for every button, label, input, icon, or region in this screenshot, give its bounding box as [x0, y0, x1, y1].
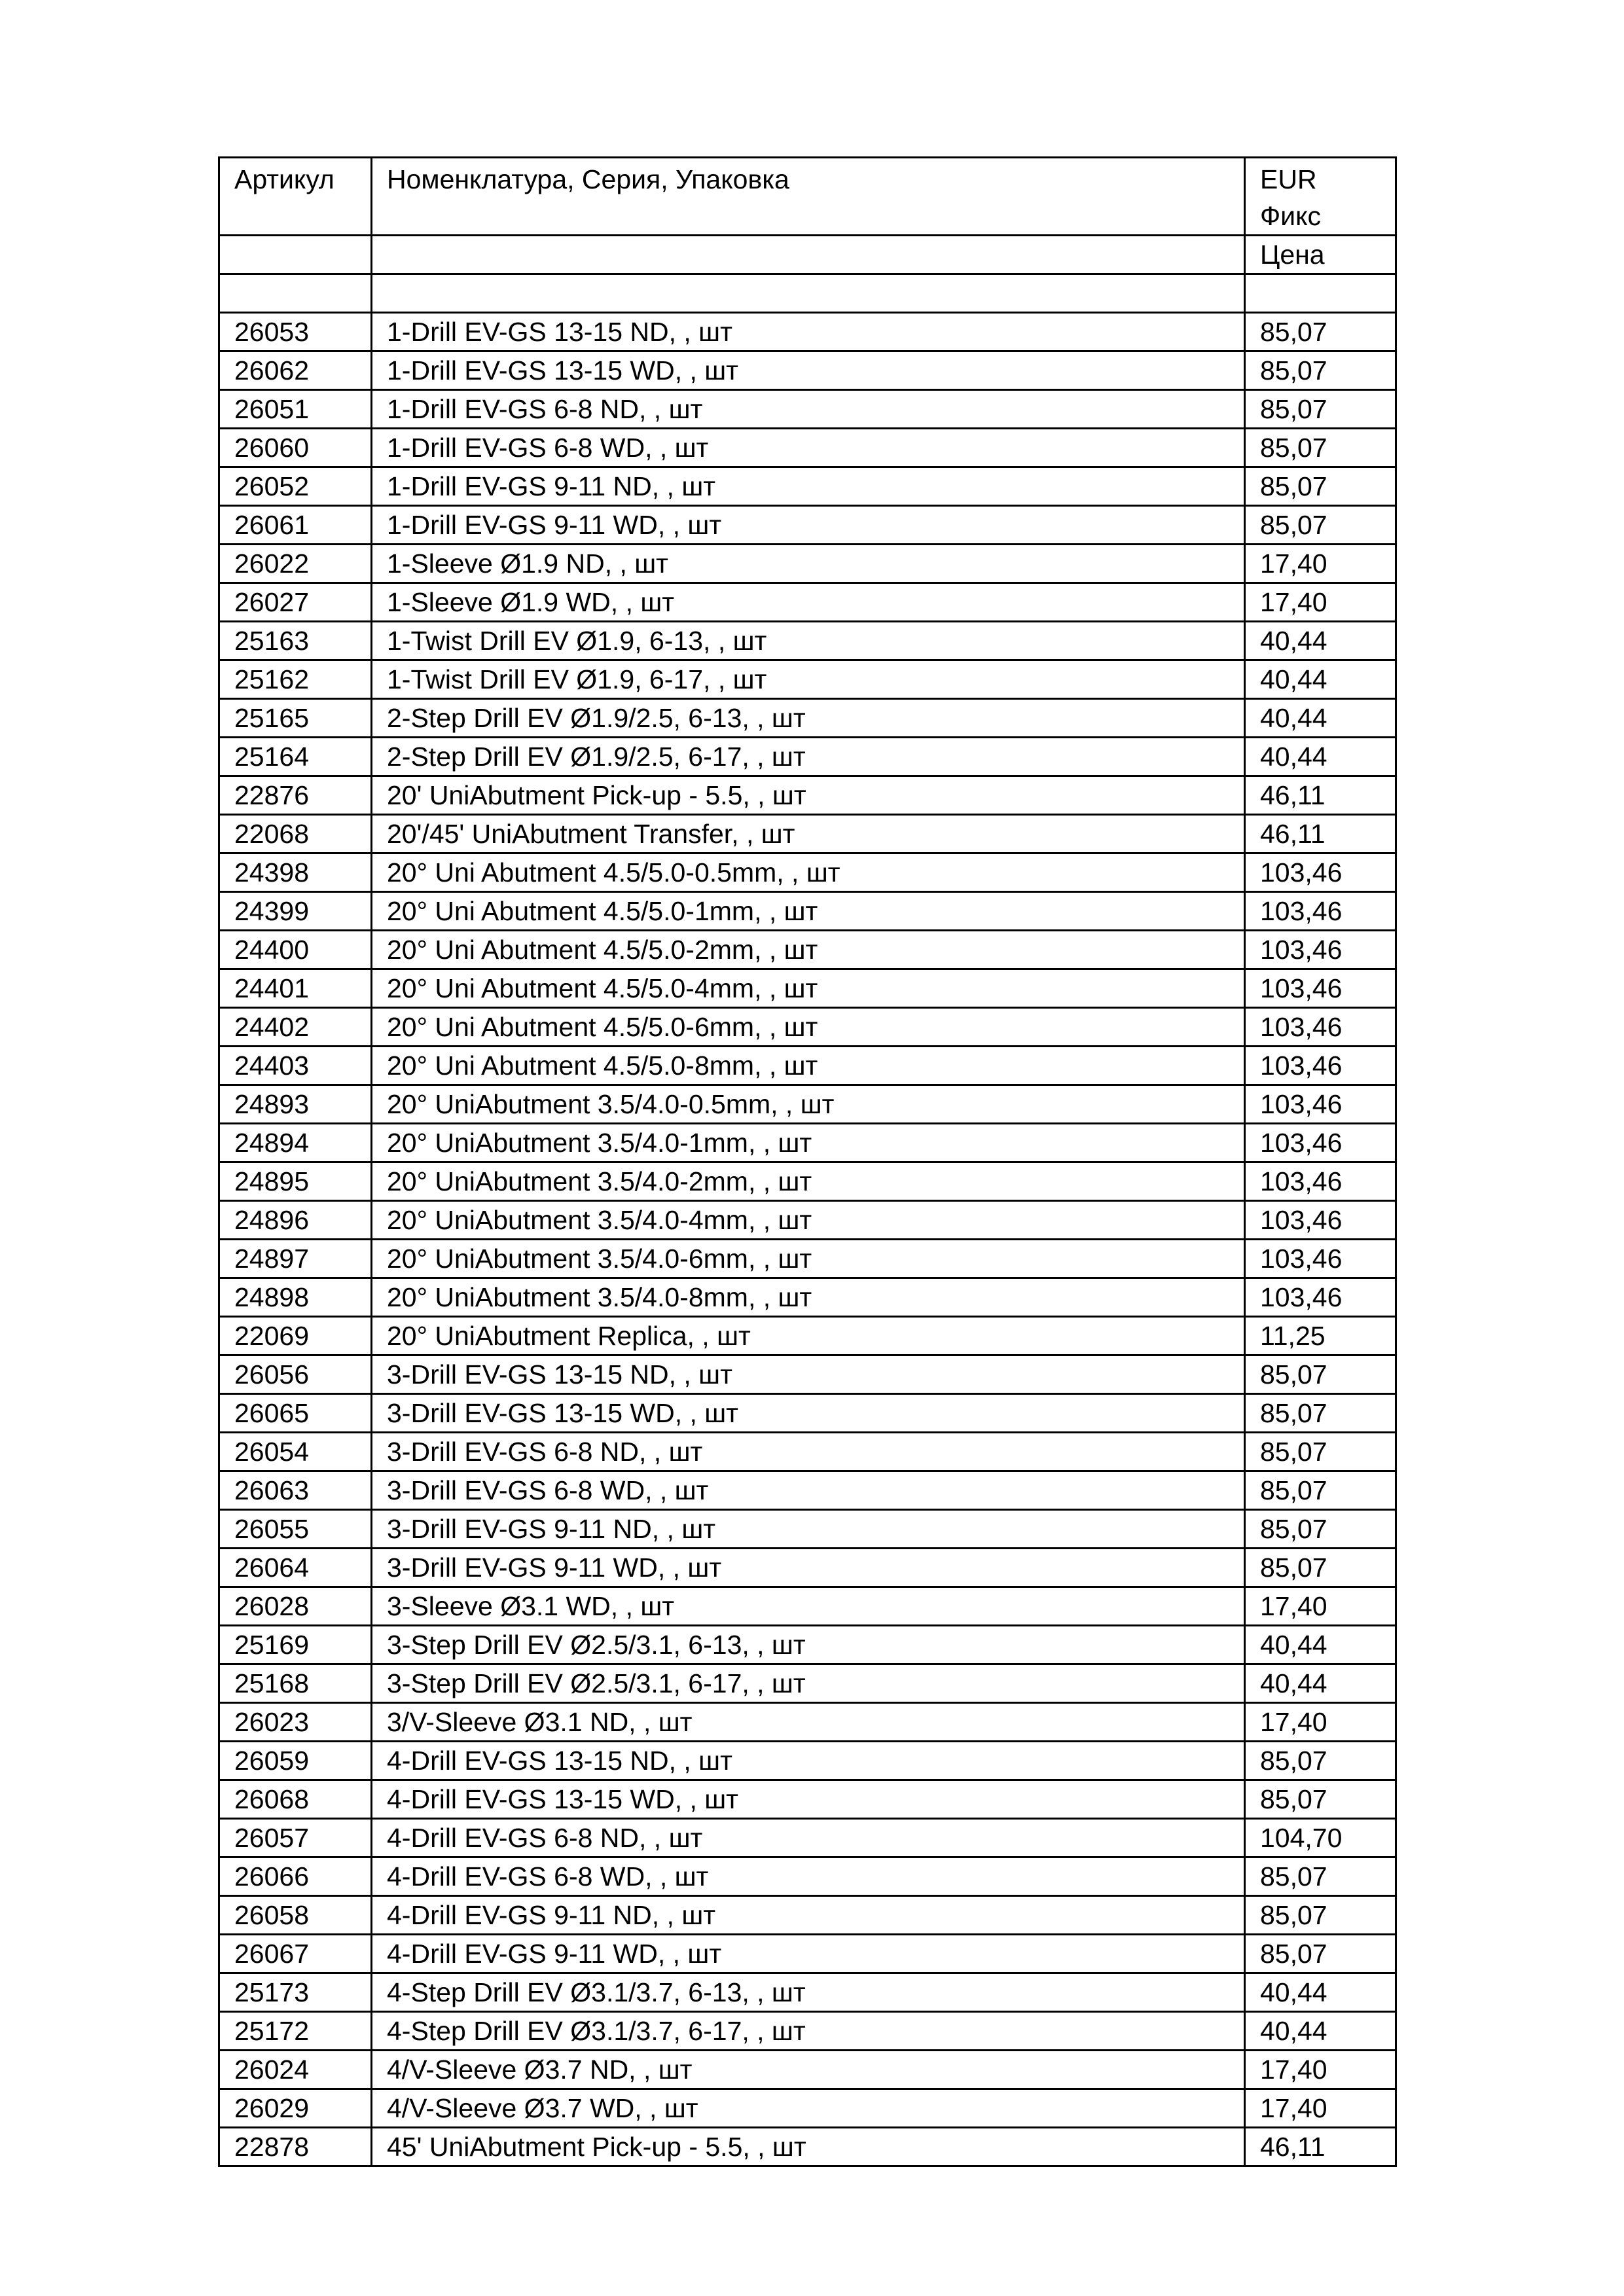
- nomenclature-cell: 4-Step Drill EV Ø3.1/3.7, 6-17, , шт: [372, 2012, 1245, 2051]
- price-cell: 85,07: [1245, 1433, 1396, 1471]
- table-row: [219, 1471, 1396, 1510]
- nomenclature-cell: 20° UniAbutment 3.5/4.0-1mm, , шт: [372, 1124, 1245, 1162]
- table-row: [219, 351, 1396, 390]
- price-cell: 40,44: [1245, 1973, 1396, 2012]
- article-cell: 26051: [219, 390, 372, 429]
- nomenclature-cell: 45' UniAbutment Pick-up - 5.5, , шт: [372, 2128, 1245, 2166]
- nomenclature-cell: 3-Drill EV-GS 13-15 ND, , шт: [372, 1355, 1245, 1394]
- article-cell: 26029: [219, 2089, 372, 2128]
- table-row: [219, 1240, 1396, 1278]
- table-row: [219, 2051, 1396, 2089]
- article-cell: 25172: [219, 2012, 372, 2051]
- empty-cell: [372, 274, 1245, 313]
- price-cell: 103,46: [1245, 931, 1396, 969]
- nomenclature-cell: 4/V-Sleeve Ø3.7 WD, , шт: [372, 2089, 1245, 2128]
- price-cell: 103,46: [1245, 1201, 1396, 1240]
- price-cell: 85,07: [1245, 351, 1396, 390]
- table-row: [219, 660, 1396, 699]
- table-row: [219, 583, 1396, 622]
- article-cell: 26054: [219, 1433, 372, 1471]
- price-cell: 40,44: [1245, 1664, 1396, 1703]
- article-cell: 24896: [219, 1201, 372, 1240]
- table-row: [219, 545, 1396, 583]
- empty-row: [219, 274, 1396, 313]
- table-row: [219, 815, 1396, 853]
- article-cell: 26028: [219, 1587, 372, 1626]
- header-price: [1245, 158, 1396, 236]
- article-cell: 25165: [219, 699, 372, 738]
- nomenclature-cell: 3-Sleeve Ø3.1 WD, , шт: [372, 1587, 1245, 1626]
- article-cell: 26066: [219, 1857, 372, 1896]
- table-row: [219, 1819, 1396, 1857]
- header-article: Артикул: [219, 158, 372, 236]
- table-row: [219, 1549, 1396, 1587]
- article-cell: 26055: [219, 1510, 372, 1549]
- price-cell: 85,07: [1245, 1355, 1396, 1394]
- nomenclature-cell: 1-Drill EV-GS 6-8 WD, , шт: [372, 429, 1245, 467]
- price-cell: 85,07: [1245, 1394, 1396, 1433]
- table-row: [219, 1857, 1396, 1896]
- price-cell: 103,46: [1245, 1008, 1396, 1047]
- nomenclature-cell: 20° Uni Abutment 4.5/5.0-2mm, , шт: [372, 931, 1245, 969]
- nomenclature-cell: 2-Step Drill EV Ø1.9/2.5, 6-13, , шт: [372, 699, 1245, 738]
- article-cell: 24399: [219, 892, 372, 931]
- article-cell: 25173: [219, 1973, 372, 2012]
- table-row: [219, 2012, 1396, 2051]
- nomenclature-cell: 20'/45' UniAbutment Transfer, , шт: [372, 815, 1245, 853]
- price-cell: 17,40: [1245, 545, 1396, 583]
- table-row: [219, 1780, 1396, 1819]
- table-row: [219, 390, 1396, 429]
- price-cell: 85,07: [1245, 390, 1396, 429]
- article-cell: 26062: [219, 351, 372, 390]
- price-cell: 17,40: [1245, 1703, 1396, 1742]
- nomenclature-cell: 20' UniAbutment Pick-up - 5.5, , шт: [372, 776, 1245, 815]
- nomenclature-cell: 4-Drill EV-GS 6-8 ND, , шт: [372, 1819, 1245, 1857]
- price-cell: 40,44: [1245, 1626, 1396, 1664]
- article-cell: 26059: [219, 1742, 372, 1780]
- table-row: [219, 1317, 1396, 1355]
- nomenclature-cell: 20° Uni Abutment 4.5/5.0-6mm, , шт: [372, 1008, 1245, 1047]
- article-cell: 26024: [219, 2051, 372, 2089]
- nomenclature-cell: 1-Sleeve Ø1.9 ND, , шт: [372, 545, 1245, 583]
- article-cell: 24897: [219, 1240, 372, 1278]
- price-cell: 85,07: [1245, 1742, 1396, 1780]
- table-row: [219, 1355, 1396, 1394]
- header-subrow: [219, 236, 1396, 274]
- nomenclature-cell: 3-Drill EV-GS 13-15 WD, , шт: [372, 1394, 1245, 1433]
- header-price-line-currency: EUR: [1260, 164, 1317, 194]
- article-cell: 22876: [219, 776, 372, 815]
- article-cell: 22068: [219, 815, 372, 853]
- nomenclature-cell: 3-Drill EV-GS 6-8 ND, , шт: [372, 1433, 1245, 1471]
- nomenclature-cell: 4-Drill EV-GS 13-15 WD, , шт: [372, 1780, 1245, 1819]
- nomenclature-cell: 20° UniAbutment 3.5/4.0-8mm, , шт: [372, 1278, 1245, 1317]
- table-row: [219, 1162, 1396, 1201]
- article-cell: 24403: [219, 1047, 372, 1085]
- price-cell: 40,44: [1245, 2012, 1396, 2051]
- price-cell: 103,46: [1245, 1085, 1396, 1124]
- table-row: [219, 1201, 1396, 1240]
- table-row: [219, 1124, 1396, 1162]
- article-cell: 24895: [219, 1162, 372, 1201]
- table-row: [219, 1896, 1396, 1935]
- article-cell: 26057: [219, 1819, 372, 1857]
- price-cell: 85,07: [1245, 1780, 1396, 1819]
- table-row: [219, 506, 1396, 545]
- price-cell: 40,44: [1245, 738, 1396, 776]
- nomenclature-cell: 1-Drill EV-GS 9-11 WD, , шт: [372, 506, 1245, 545]
- table-row: [219, 313, 1396, 351]
- article-cell: 26067: [219, 1935, 372, 1973]
- article-cell: 26068: [219, 1780, 372, 1819]
- nomenclature-cell: 20° Uni Abutment 4.5/5.0-8mm, , шт: [372, 1047, 1245, 1085]
- price-cell: 40,44: [1245, 622, 1396, 660]
- table-row: [219, 1626, 1396, 1664]
- article-cell: 26060: [219, 429, 372, 467]
- nomenclature-cell: 3-Drill EV-GS 9-11 WD, , шт: [372, 1549, 1245, 1587]
- nomenclature-cell: 4-Drill EV-GS 6-8 WD, , шт: [372, 1857, 1245, 1896]
- nomenclature-cell: 20° Uni Abutment 4.5/5.0-1mm, , шт: [372, 892, 1245, 931]
- price-cell: 103,46: [1245, 1162, 1396, 1201]
- article-cell: 24398: [219, 853, 372, 892]
- nomenclature-cell: 4-Drill EV-GS 13-15 ND, , шт: [372, 1742, 1245, 1780]
- article-cell: 24898: [219, 1278, 372, 1317]
- nomenclature-cell: 20° UniAbutment 3.5/4.0-6mm, , шт: [372, 1240, 1245, 1278]
- price-cell: 40,44: [1245, 660, 1396, 699]
- table-row: [219, 1703, 1396, 1742]
- table-row: [219, 1664, 1396, 1703]
- article-cell: 25169: [219, 1626, 372, 1664]
- nomenclature-cell: 20° UniAbutment 3.5/4.0-2mm, , шт: [372, 1162, 1245, 1201]
- table-row: [219, 776, 1396, 815]
- table-row: [219, 892, 1396, 931]
- table-row: [219, 1278, 1396, 1317]
- nomenclature-cell: 4-Drill EV-GS 9-11 WD, , шт: [372, 1935, 1245, 1973]
- article-cell: 26058: [219, 1896, 372, 1935]
- table-row: [219, 1742, 1396, 1780]
- price-cell: 103,46: [1245, 892, 1396, 931]
- table-row: [219, 429, 1396, 467]
- table-row: [219, 738, 1396, 776]
- nomenclature-cell: 1-Sleeve Ø1.9 WD, , шт: [372, 583, 1245, 622]
- article-cell: 22878: [219, 2128, 372, 2166]
- article-cell: 26022: [219, 545, 372, 583]
- price-cell: 85,07: [1245, 313, 1396, 351]
- header-price-line-price: Цена: [1245, 236, 1396, 274]
- article-cell: 26027: [219, 583, 372, 622]
- nomenclature-cell: 20° UniAbutment 3.5/4.0-0.5mm, , шт: [372, 1085, 1245, 1124]
- article-cell: 26053: [219, 313, 372, 351]
- article-cell: 26065: [219, 1394, 372, 1433]
- article-cell: 25163: [219, 622, 372, 660]
- article-cell: 24400: [219, 931, 372, 969]
- price-cell: 85,07: [1245, 429, 1396, 467]
- table-row: [219, 467, 1396, 506]
- price-cell: 46,11: [1245, 815, 1396, 853]
- article-cell: 26061: [219, 506, 372, 545]
- price-cell: 103,46: [1245, 969, 1396, 1008]
- table-row: [219, 622, 1396, 660]
- article-cell: 26052: [219, 467, 372, 506]
- price-cell: 46,11: [1245, 776, 1396, 815]
- price-cell: 85,07: [1245, 1857, 1396, 1896]
- article-cell: 24894: [219, 1124, 372, 1162]
- price-cell: 40,44: [1245, 699, 1396, 738]
- header-subrow-nomenclature-cell: [372, 236, 1245, 274]
- table-row: [219, 1433, 1396, 1471]
- table-row: [219, 1008, 1396, 1047]
- table-row: [219, 1587, 1396, 1626]
- price-cell: 103,46: [1245, 853, 1396, 892]
- price-cell: 11,25: [1245, 1317, 1396, 1355]
- price-table-body: [219, 158, 1396, 2166]
- price-cell: 85,07: [1245, 1510, 1396, 1549]
- price-cell: 85,07: [1245, 1549, 1396, 1587]
- header-nomenclature: Номенклатура, Серия, Упаковка: [372, 158, 1245, 236]
- price-cell: 103,46: [1245, 1047, 1396, 1085]
- price-cell: 103,46: [1245, 1240, 1396, 1278]
- article-cell: 25164: [219, 738, 372, 776]
- article-cell: 25168: [219, 1664, 372, 1703]
- nomenclature-cell: 1-Drill EV-GS 9-11 ND, , шт: [372, 467, 1245, 506]
- article-cell: 26023: [219, 1703, 372, 1742]
- article-cell: 24401: [219, 969, 372, 1008]
- table-row: [219, 2128, 1396, 2166]
- table-row: [219, 1047, 1396, 1085]
- price-cell: 85,07: [1245, 1935, 1396, 1973]
- table-row: [219, 1935, 1396, 1973]
- price-cell: 85,07: [1245, 1896, 1396, 1935]
- article-cell: 26063: [219, 1471, 372, 1510]
- article-cell: 26064: [219, 1549, 372, 1587]
- table-row: [219, 1510, 1396, 1549]
- nomenclature-cell: 1-Drill EV-GS 6-8 ND, , шт: [372, 390, 1245, 429]
- nomenclature-cell: 2-Step Drill EV Ø1.9/2.5, 6-17, , шт: [372, 738, 1245, 776]
- nomenclature-cell: 3-Drill EV-GS 6-8 WD, , шт: [372, 1471, 1245, 1510]
- nomenclature-cell: 1-Twist Drill EV Ø1.9, 6-17, , шт: [372, 660, 1245, 699]
- table-row: [219, 931, 1396, 969]
- article-cell: 24893: [219, 1085, 372, 1124]
- article-cell: 25162: [219, 660, 372, 699]
- nomenclature-cell: 1-Twist Drill EV Ø1.9, 6-13, , шт: [372, 622, 1245, 660]
- price-cell: 85,07: [1245, 467, 1396, 506]
- price-table: [218, 156, 1397, 2167]
- table-row: [219, 1394, 1396, 1433]
- price-cell: 17,40: [1245, 583, 1396, 622]
- table-row: [219, 969, 1396, 1008]
- price-cell: 85,07: [1245, 1471, 1396, 1510]
- table-row: [219, 699, 1396, 738]
- price-cell: 103,46: [1245, 1278, 1396, 1317]
- price-cell: 103,46: [1245, 1124, 1396, 1162]
- nomenclature-cell: 1-Drill EV-GS 13-15 ND, , шт: [372, 313, 1245, 351]
- empty-cell: [1245, 274, 1396, 313]
- nomenclature-cell: 4/V-Sleeve Ø3.7 ND, , шт: [372, 2051, 1245, 2089]
- nomenclature-cell: 3-Step Drill EV Ø2.5/3.1, 6-13, , шт: [372, 1626, 1245, 1664]
- table-row: [219, 853, 1396, 892]
- table-row: [219, 1085, 1396, 1124]
- header-price-line-fixed: Фикс: [1260, 201, 1321, 231]
- header-subrow-article-cell: [219, 236, 372, 274]
- nomenclature-cell: 3/V-Sleeve Ø3.1 ND, , шт: [372, 1703, 1245, 1742]
- price-cell: 17,40: [1245, 1587, 1396, 1626]
- price-cell: 46,11: [1245, 2128, 1396, 2166]
- nomenclature-cell: 4-Drill EV-GS 9-11 ND, , шт: [372, 1896, 1245, 1935]
- table-row: [219, 1973, 1396, 2012]
- nomenclature-cell: 20° UniAbutment Replica, , шт: [372, 1317, 1245, 1355]
- table-row: [219, 2089, 1396, 2128]
- article-cell: 22069: [219, 1317, 372, 1355]
- nomenclature-cell: 20° Uni Abutment 4.5/5.0-4mm, , шт: [372, 969, 1245, 1008]
- nomenclature-cell: 20° UniAbutment 3.5/4.0-4mm, , шт: [372, 1201, 1245, 1240]
- nomenclature-cell: 3-Drill EV-GS 9-11 ND, , шт: [372, 1510, 1245, 1549]
- price-cell: 17,40: [1245, 2051, 1396, 2089]
- empty-cell: [219, 274, 372, 313]
- price-cell: 17,40: [1245, 2089, 1396, 2128]
- nomenclature-cell: 3-Step Drill EV Ø2.5/3.1, 6-17, , шт: [372, 1664, 1245, 1703]
- price-cell: 104,70: [1245, 1819, 1396, 1857]
- header-row: [219, 158, 1396, 236]
- price-cell: 85,07: [1245, 506, 1396, 545]
- nomenclature-cell: 20° Uni Abutment 4.5/5.0-0.5mm, , шт: [372, 853, 1245, 892]
- article-cell: 26056: [219, 1355, 372, 1394]
- article-cell: 24402: [219, 1008, 372, 1047]
- nomenclature-cell: 1-Drill EV-GS 13-15 WD, , шт: [372, 351, 1245, 390]
- nomenclature-cell: 4-Step Drill EV Ø3.1/3.7, 6-13, , шт: [372, 1973, 1245, 2012]
